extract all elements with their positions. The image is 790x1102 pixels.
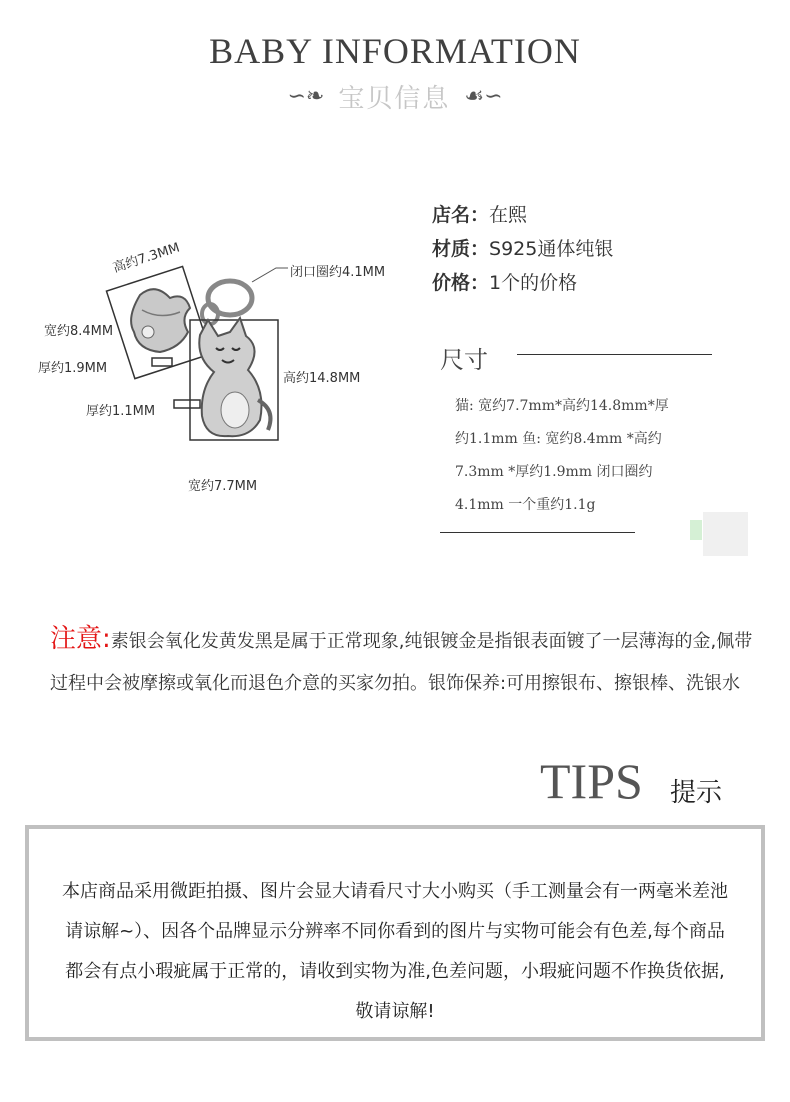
material-row <box>432 234 613 261</box>
fish-thickness-label: 厚约1.9MM <box>38 361 108 376</box>
tips-title-en: TIPS <box>540 753 643 809</box>
material-value: S925通体纯银 <box>489 238 614 260</box>
shop-label: 店名： <box>432 204 490 226</box>
jump-ring-icon <box>208 281 252 315</box>
cat-charm-icon <box>199 318 270 436</box>
size-line-2: 约1.1mm 鱼: 宽约8.4mm *高约 <box>455 431 662 447</box>
size-line-3: 7.3mm *厚约1.9mm 闭口圈约 <box>455 464 653 480</box>
material-label: 材质： <box>432 238 490 260</box>
size-title: 尺寸 <box>440 346 488 374</box>
care-note <box>50 618 760 705</box>
size-divider <box>517 354 712 355</box>
size-line-4: 4.1mm 一个重约1.1g <box>455 497 596 513</box>
fish-charm-icon <box>131 289 190 352</box>
shop-value: 在熙 <box>489 204 528 226</box>
ornament-right-icon: ☙∽ <box>464 84 503 109</box>
size-line-1: 猫: 宽约7.7mm*高约14.8mm*厚 <box>455 398 669 414</box>
size-details <box>455 390 725 522</box>
fish-height-label: 高约7.3MM <box>111 240 182 277</box>
price-row <box>432 268 577 295</box>
ring-label: 闭口圈约4.1MM <box>290 265 386 280</box>
fish-width-label: 宽约8.4MM <box>44 324 114 339</box>
ornament-left-icon: ∽❧ <box>287 84 325 109</box>
tips-text: 本店商品采用微距拍摄、图片会显大请看尺寸大小购买（手工测量会有一两毫米差池请谅解~）、因各个品牌显示分辨率不同你看到的图片与实物可能会有色差,每个商品都会有点小瑕疵属于正常的，请收到实物为准,色差问题，小瑕疵问题不作换货依据,敬请谅解! <box>62 881 728 1022</box>
size-bottom-divider <box>440 532 635 533</box>
note-text: 素银会氧化发黄发黑是属于正常现象,纯银镀金是指银表面镀了一层薄海的金,佩带过程中会被摩擦或氧化而退色介意的买家勿拍。银饰保养:可用擦银布、擦银棒、洗银水 <box>50 631 753 694</box>
decor-patch <box>690 520 702 540</box>
cat-width-label: 宽约7.7MM <box>188 479 258 494</box>
price-label: 价格： <box>432 272 490 294</box>
cat-height-label: 高约14.8MM <box>283 371 361 386</box>
note-label: 注意: <box>50 624 111 654</box>
page-subtitle: 宝贝信息 <box>338 84 451 114</box>
subtitle-row <box>0 78 790 115</box>
decor-patch <box>703 512 748 556</box>
shop-row <box>432 200 527 227</box>
cat-thickness-label: 厚约1.1MM <box>86 404 156 419</box>
price-value: 1个的价格 <box>489 272 578 294</box>
tips-title-cn: 提示 <box>670 778 723 808</box>
page-title: BABY INFORMATION <box>209 31 581 71</box>
